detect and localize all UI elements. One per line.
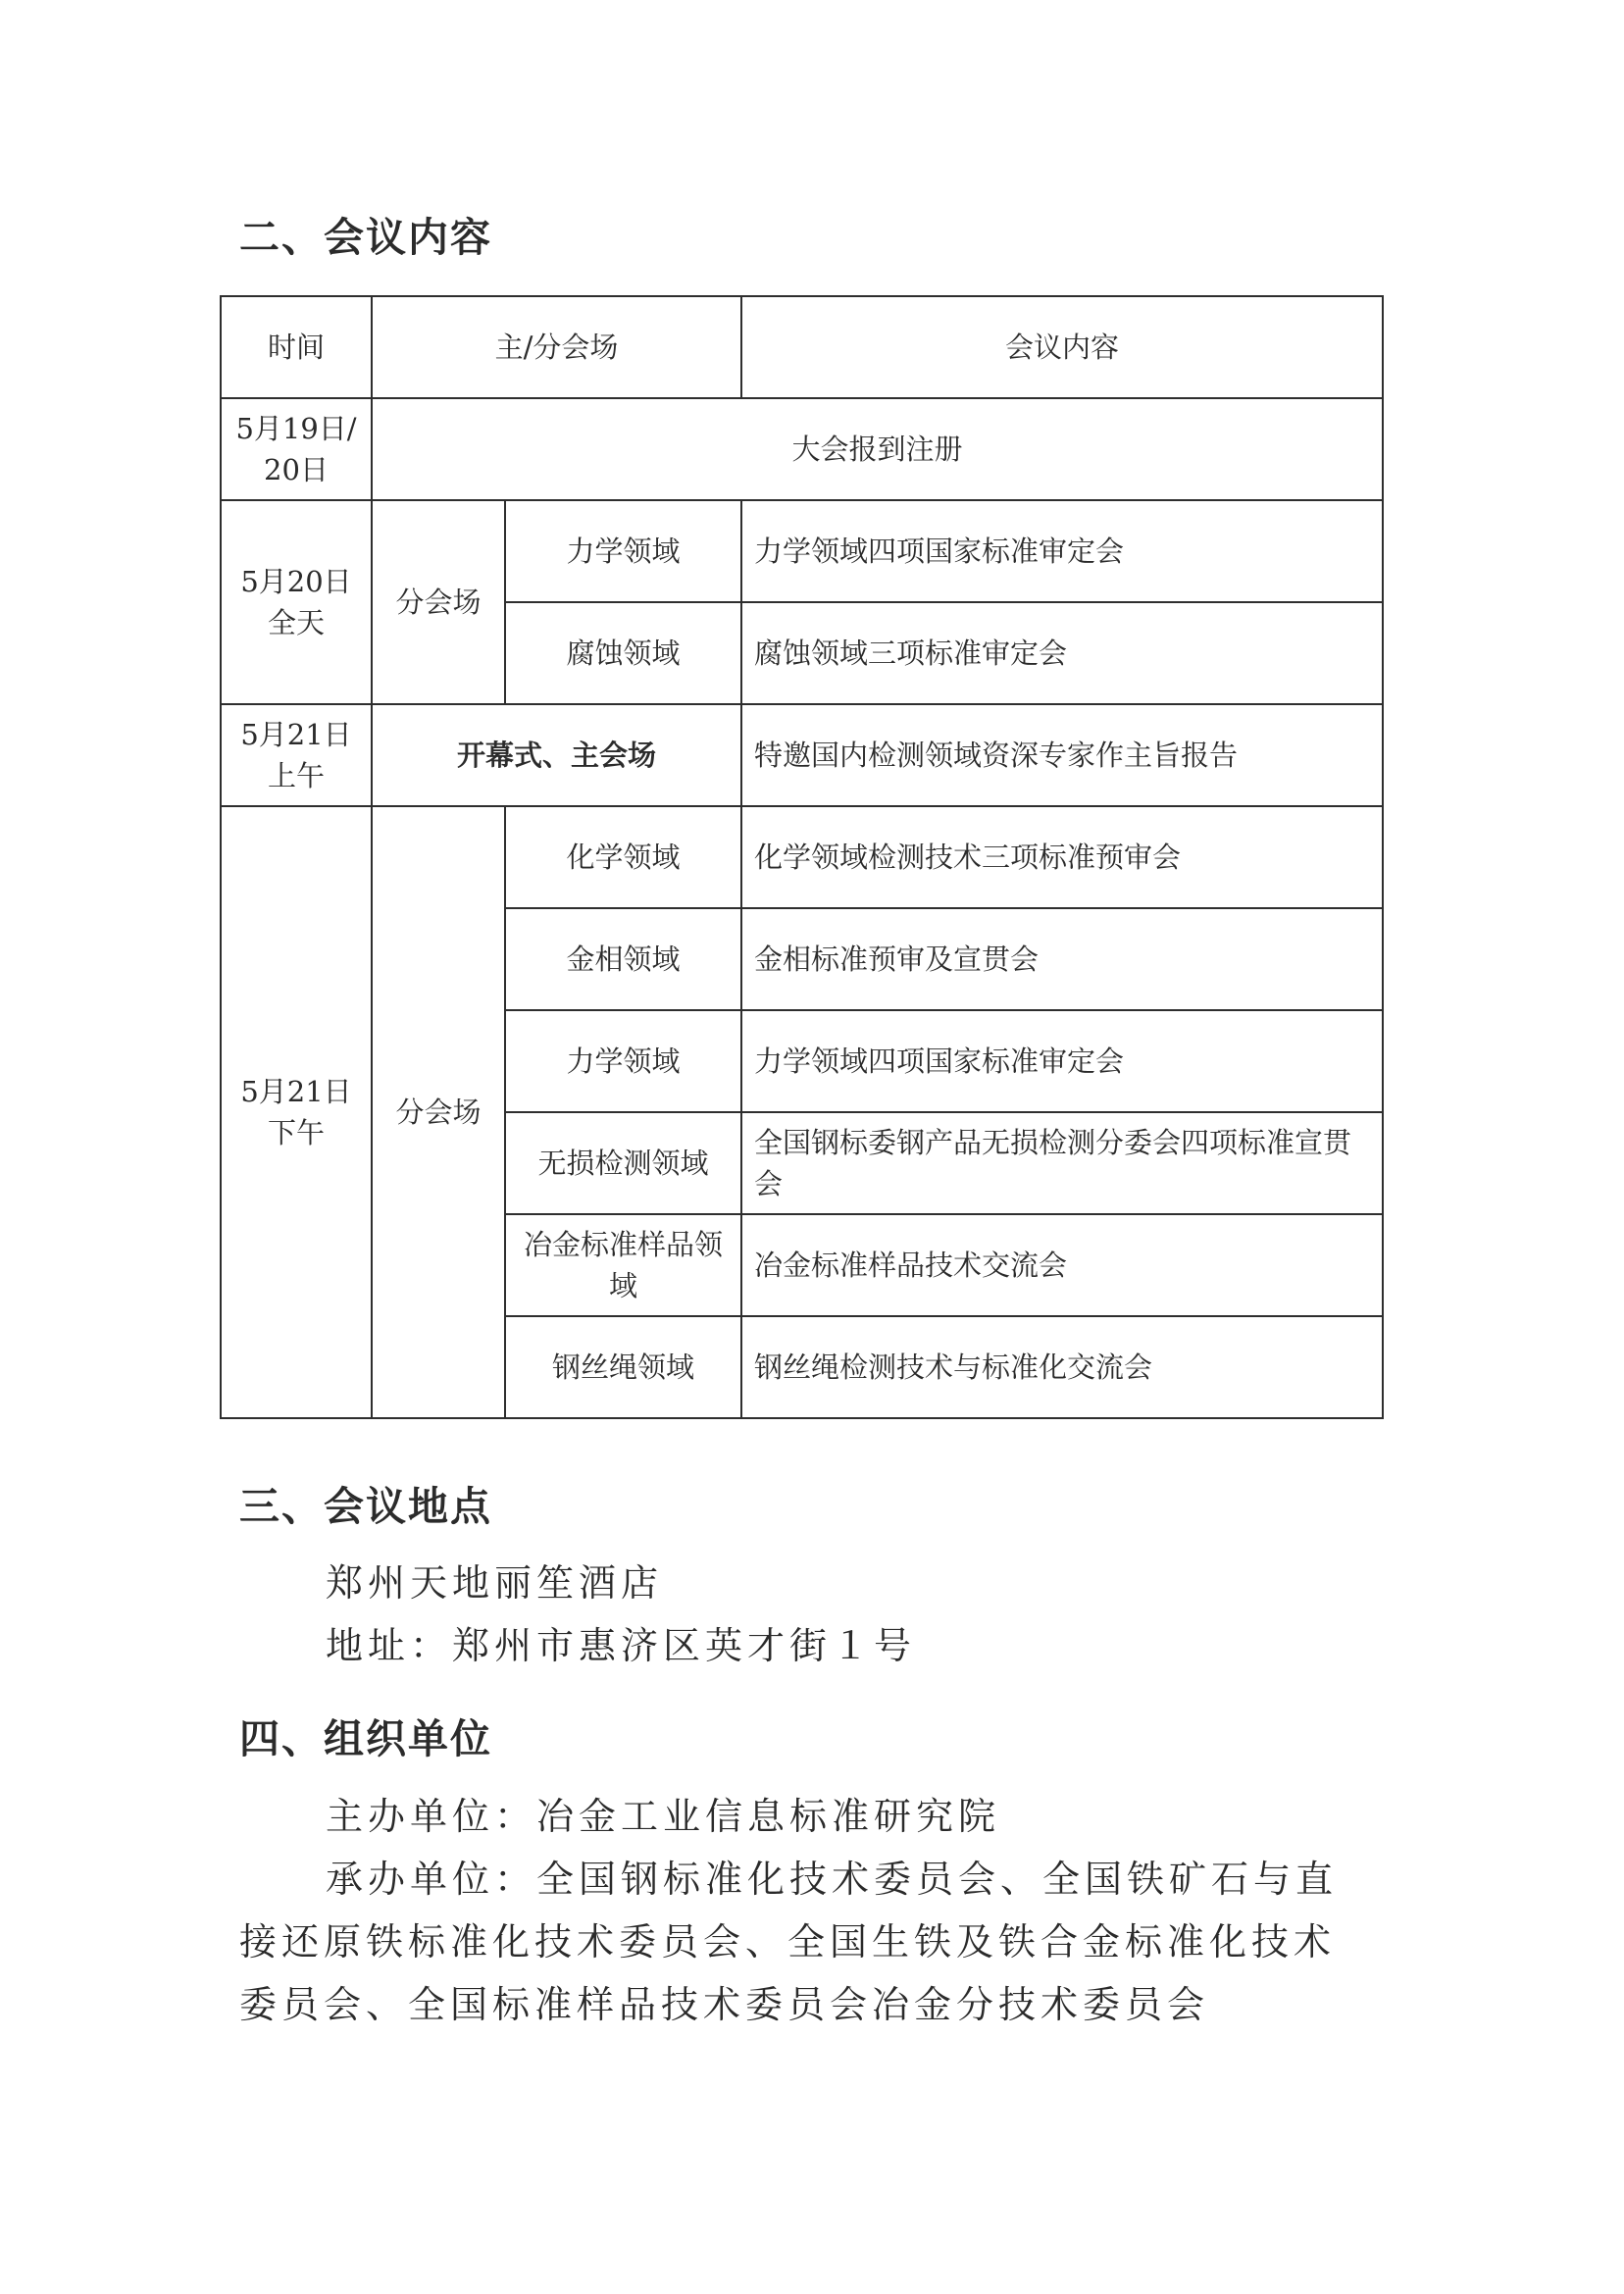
field-cell: 力学领域 [505,1010,741,1112]
field-cell: 金相领域 [505,908,741,1010]
table-row [221,704,1383,806]
field-cell: 冶金标准样品领域 [505,1214,741,1316]
table-row [221,806,1383,908]
time-cell: 5月20日全天 [221,500,372,704]
content-cell: 腐蚀领域三项标准审定会 [741,602,1383,704]
content-cell: 力学领域四项国家标准审定会 [741,1010,1383,1112]
content-cell: 大会报到注册 [372,398,1383,500]
table-header-row [221,296,1383,398]
header-content: 会议内容 [741,296,1383,398]
hotel-name: 郑州天地丽笙酒店 [326,1561,664,1605]
field-cell: 钢丝绳领域 [505,1316,741,1418]
content-cell: 化学领域检测技术三项标准预审会 [741,806,1383,908]
section-heading-meeting-content: 二、会议内容 [239,214,492,261]
field-cell: 化学领域 [505,806,741,908]
content-cell: 冶金标准样品技术交流会 [741,1214,1383,1316]
field-cell: 腐蚀领域 [505,602,741,704]
location-block [239,1552,1385,1677]
header-venue: 主/分会场 [372,296,741,398]
time-cell: 5月21日上午 [221,704,372,806]
hotel-address: 地址：郑州市惠济区英才街１号 [326,1624,917,1667]
time-cell: 5月19日/20日 [221,398,372,500]
header-time: 时间 [221,296,372,398]
field-cell: 力学领域 [505,500,741,602]
organizer-line: 承办单位：全国钢标准化技术委员会、全国铁矿石与直 [326,1858,1339,1901]
venue-cell: 分会场 [372,806,505,1418]
organizer-line: 委员会、全国标准样品技术委员会冶金分技术委员会 [239,1983,1210,2026]
section-heading-organizers: 四、组织单位 [239,1715,492,1762]
venue-cell: 分会场 [372,500,505,704]
table-row [221,398,1383,500]
table-row [221,500,1383,602]
agenda-table [220,295,1384,1419]
content-cell: 力学领域四项国家标准审定会 [741,500,1383,602]
venue-cell: 开幕式、主会场 [372,704,741,806]
time-cell: 5月21日下午 [221,806,372,1418]
section-heading-meeting-location: 三、会议地点 [239,1483,492,1530]
content-cell: 全国钢标委钢产品无损检测分委会四项标准宣贯会 [741,1112,1383,1214]
field-cell: 无损检测领域 [505,1112,741,1214]
host-unit: 主办单位：冶金工业信息标准研究院 [326,1795,1001,1838]
organizer-line: 接还原铁标准化技术委员会、全国生铁及铁合金标准化技术 [239,1920,1337,1963]
organizers-block [239,1785,1385,2036]
content-cell: 金相标准预审及宣贯会 [741,908,1383,1010]
content-cell: 钢丝绳检测技术与标准化交流会 [741,1316,1383,1418]
content-cell: 特邀国内检测领域资深专家作主旨报告 [741,704,1383,806]
